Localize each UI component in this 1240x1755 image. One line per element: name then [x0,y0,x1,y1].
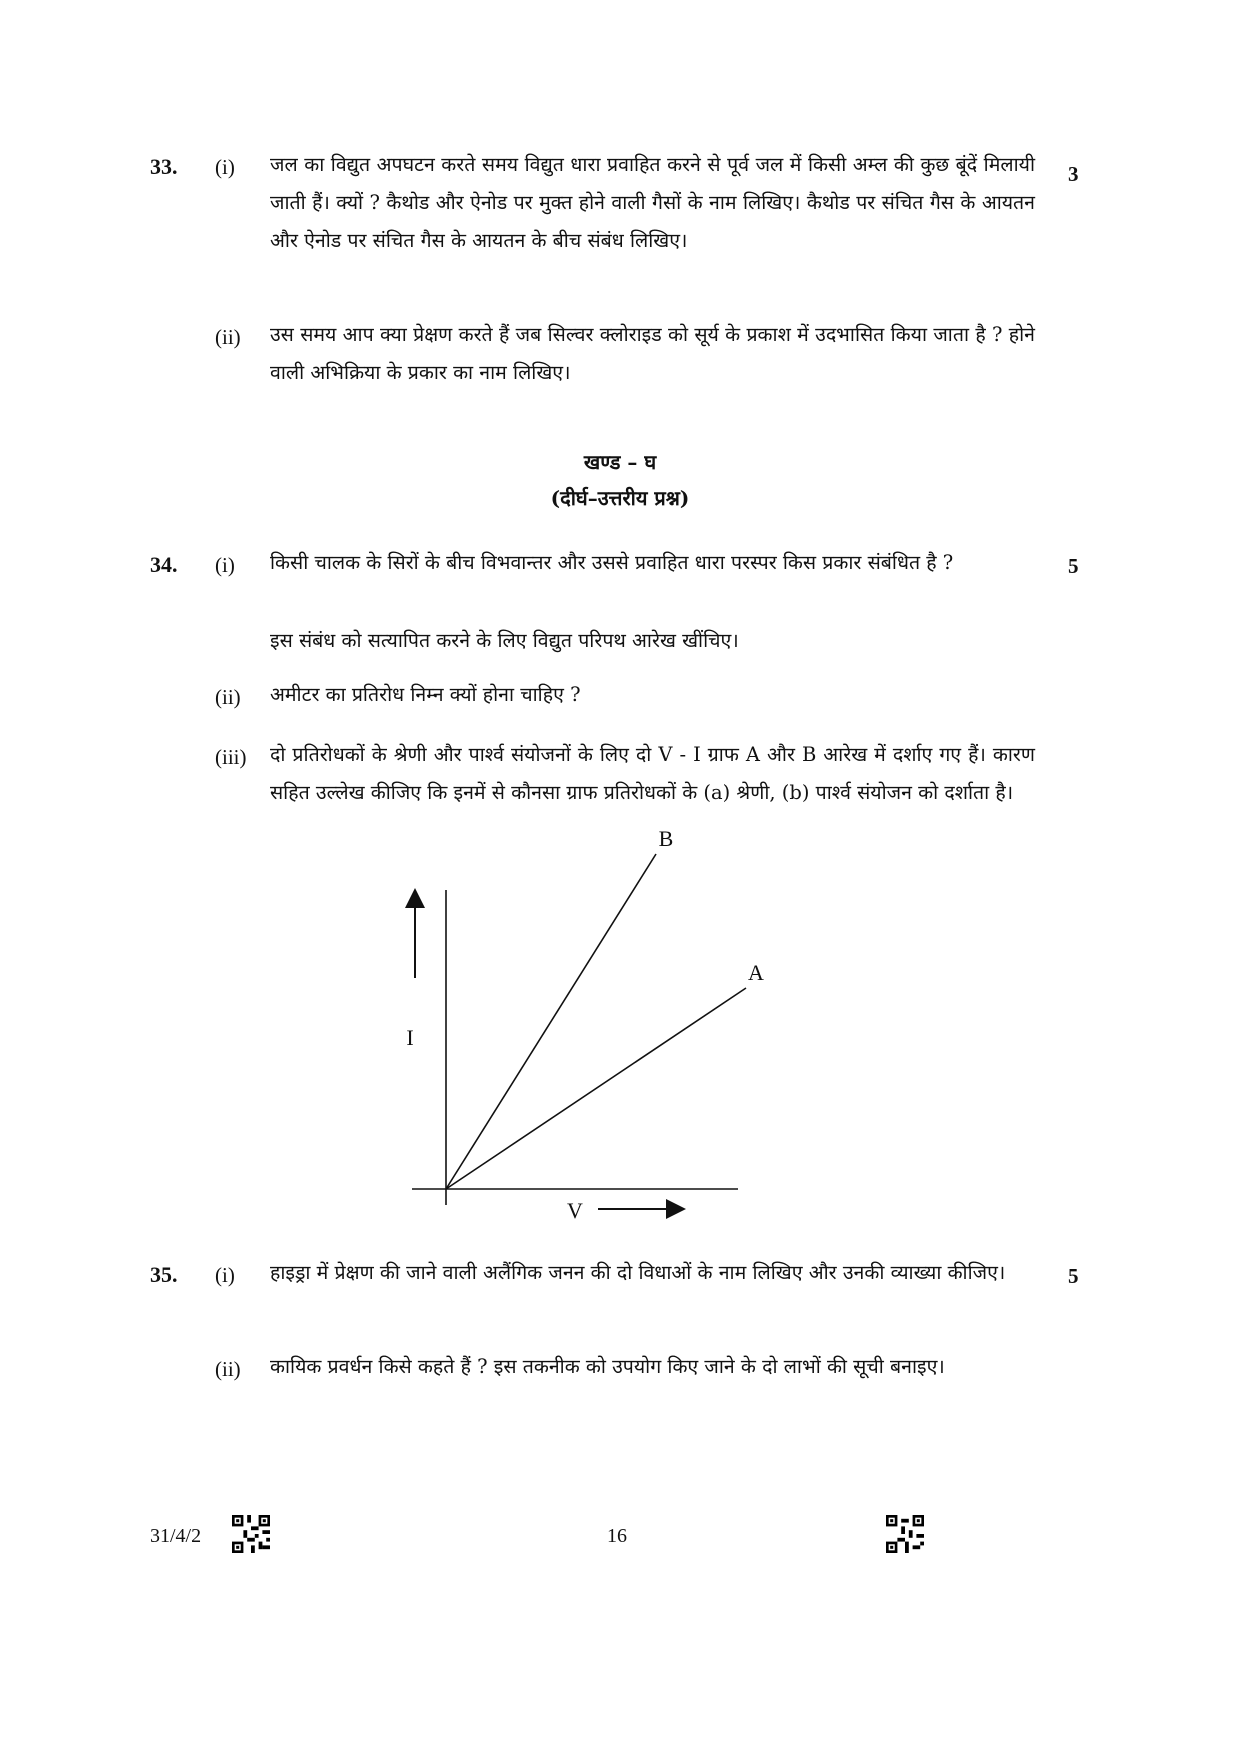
question-number-35: 35. [150,1262,178,1287]
qr-code-icon [232,1515,270,1553]
marks-34: 5 [1068,554,1079,578]
part-label: (ii) [215,685,241,709]
question-number-33: 33. [150,154,178,179]
series-line-a [446,988,746,1189]
question-text: हाइड्रा में प्रेक्षण की जाने वाली अलैंगिक जनन की दो विधाओं के नाम लिखिए और उनकी व्याख्या कीजिए। [270,1261,1006,1284]
question-text: कायिक प्रवर्धन किसे कहते हैं ? इस तकनीक को उपयोग किए जाने के दो लाभों की सूची बनाइए। [270,1355,945,1378]
question-text: किसी चालक के सिरों के बीच विभवान्तर और उससे प्रवाहित धारा परस्पर किस प्रकार संबंधित है ? [270,551,954,574]
series-label-a: A [748,960,764,985]
question-number-34: 34. [150,552,178,577]
part-label: (ii) [215,325,241,349]
section-title: खण्ड – घ [583,450,657,474]
question-text: इस संबंध को सत्यापित करने के लिए विद्युत परिपथ आरेख खींचिए। [270,629,739,652]
question-text: अमीटर का प्रतिरोध निम्न क्यों होना चाहिए ? [270,683,581,706]
question-text: उस समय आप क्या प्रेक्षण करते हैं जब सिल्वर क्लोराइड को सूर्य के प्रकाश में उदभासित किया जाता है ? होने वाली अभिक्रिया के प्रकार का नाम लिखिए। [270,323,1035,384]
part-label: (i) [215,553,235,577]
x-axis-label: V [567,1198,583,1223]
question-text: दो प्रतिरोधकों के श्रेणी और पार्श्व संयोजनों के लिए दो V - I ग्राफ A और B आरेख में दर्शाए गए हैं। कारण सहित उल्लेख कीजिए कि इनमें से कौनसा ग्राफ प्रतिरोधकों के (a) श्रेणी, (b) पार्श्व संयोजन को दर्शाता है। [270,743,1035,804]
marks-35: 5 [1068,1264,1079,1288]
qr-code-icon [886,1515,924,1553]
section-subtitle: (दीर्घ–उत्तरीय प्रश्न) [550,486,690,510]
part-label: (ii) [215,1357,241,1381]
marks-33: 3 [1068,162,1079,186]
vi-graph [390,826,810,1240]
series-line-b [446,854,656,1189]
y-axis-label: I [406,1025,414,1050]
series-label-b: B [658,826,674,851]
paper-code: 31/4/2 [150,1525,202,1547]
page-number: 16 [607,1525,627,1547]
part-label: (i) [215,1263,235,1287]
part-label: (iii) [215,745,247,769]
part-label: (i) [215,155,235,179]
question-text: जल का विद्युत अपघटन करते समय विद्युत धारा प्रवाहित करने से पूर्व जल में किसी अम्ल की कुछ बूंदें मिलायी जाती हैं। क्यों ? कैथोड और ऐनोड पर मुक्त होने वाली गैसों के नाम लिखिए। कैथोड पर संचित गैस के आयतन और ऐनोड पर संचित गैस के आयतन के बीच संबंध लिखिए। [270,153,1035,252]
